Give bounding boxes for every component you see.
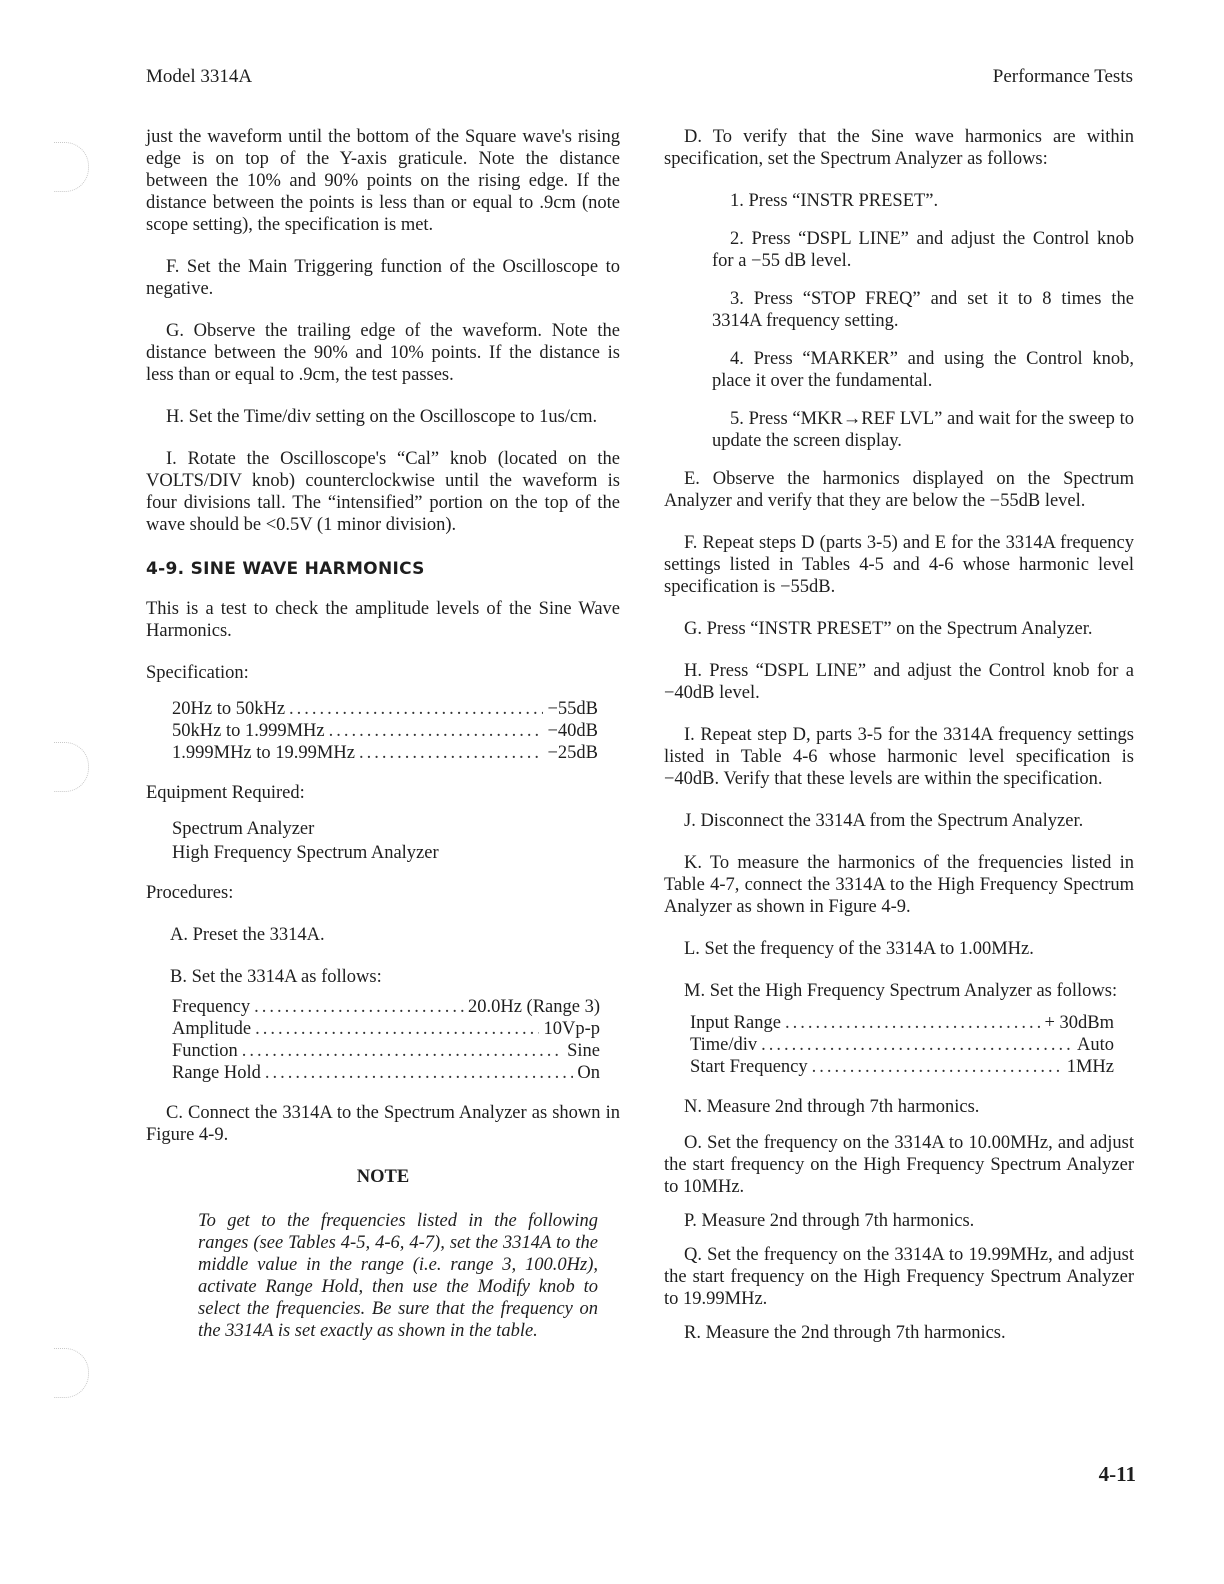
step-b: B. Set the 3314A as follows: — [170, 967, 382, 987]
step-g: G. Observe the trailing edge of the waveform. Note the distance between the 90% and 10% points. If the distance is less than or equal to .9cm, the test passes. — [146, 321, 620, 385]
spec-row: 20Hz to 50kHz ..... −55dB — [172, 698, 598, 720]
substep: 5. Press “MKR→REF LVL” and wait for the sweep to update the screen display. — [712, 409, 1134, 451]
step-a: A. Preset the 3314A. — [170, 925, 325, 945]
step-i: I. Rotate the Oscilloscope's “Cal” knob (located on the VOLTS/DIV knob) counterclockwise until the waveform is four divisions tall. The “intensified” portion on the top of the wave should be <0.5V (1 minor division). — [146, 449, 620, 535]
spec-row: 50kHz to 1.999MHz ..... −40dB — [172, 720, 598, 742]
spec-row: 1.999MHz to 19.99MHz ..... −25dB — [172, 742, 598, 764]
setting-row: Input Range ..... + 30dBm — [690, 1012, 1114, 1034]
equipment-label: Equipment Required: — [146, 783, 305, 803]
step-p: P. Measure 2nd through 7th harmonics. — [684, 1211, 975, 1231]
binder-hole-mark — [54, 142, 89, 192]
right-column — [664, 126, 1134, 1364]
step-j: J. Disconnect the 3314A from the Spectrum Analyzer. — [684, 811, 1084, 831]
substep: 1. Press “INSTR PRESET”. — [730, 191, 939, 211]
binder-hole-mark — [54, 1348, 89, 1398]
step-q: Q. Set the frequency on the 3314A to 19.99MHz, and adjust the start frequency on the High Frequency Spectrum Analyzer to 19.99MHz. — [664, 1245, 1134, 1309]
left-column — [146, 126, 620, 1342]
settings-list — [172, 996, 600, 1084]
substep: 3. Press “STOP FREQ” and set it to 8 times the 3314A frequency setting. — [712, 289, 1134, 331]
step-h: H. Press “DSPL LINE” and adjust the Control knob for a −40dB level. — [664, 661, 1134, 703]
setting-row: Time/div ..... Auto — [690, 1034, 1114, 1056]
spec-label: Specification: — [146, 663, 249, 683]
step-k: K. To measure the harmonics of the frequencies listed in Table 4-7, connect the 3314A to the High Frequency Spectrum Analyzer as shown in Figure 4-9. — [664, 853, 1134, 917]
binder-hole-mark — [54, 742, 89, 792]
step-l: L. Set the frequency of the 3314A to 1.00MHz. — [684, 939, 1034, 959]
page-number: 4-11 — [1098, 1462, 1136, 1486]
analyzer-settings-list — [690, 1012, 1114, 1078]
section-title: 4-9. SINE WAVE HARMONICS — [146, 559, 425, 579]
step-r: R. Measure the 2nd through 7th harmonics. — [684, 1323, 1006, 1343]
equipment-item: High Frequency Spectrum Analyzer — [172, 843, 439, 863]
procedures-label: Procedures: — [146, 883, 234, 903]
substep: 2. Press “DSPL LINE” and adjust the Control knob for a −55 dB level. — [712, 229, 1134, 271]
step-h: H. Set the Time/div setting on the Oscilloscope to 1us/cm. — [166, 407, 598, 427]
equipment-item: Spectrum Analyzer — [172, 819, 315, 839]
substep: 4. Press “MARKER” and using the Control knob, place it over the fundamental. — [712, 349, 1134, 391]
paragraph-continued: just the waveform until the bottom of the Square wave's rising edge is on top of the Y-axis graticule. Note the distance between the 10% and 90% points on the rising edge. If the distance between the points is less than or equal to .9cm (note scope setting), the specification is met. — [146, 127, 620, 235]
step-e: E. Observe the harmonics displayed on the Spectrum Analyzer and verify that they are below the −55dB level. — [664, 469, 1134, 511]
setting-row: Start Frequency ..... 1MHz — [690, 1056, 1114, 1078]
note-body: To get to the frequencies listed in the following ranges (see Tables 4-5, 4-6, 4-7), set the 3314A to the middle value in the range (i.e. range 3, 100.0Hz), activate Range Hold, then use the Modify knob to select the frequencies. Be sure that the frequency on the 3314A is set exactly as shown in the table. — [198, 1211, 598, 1341]
step-i: I. Repeat step D, parts 3-5 for the 3314A frequency settings listed in Table 4-6 whose harmonic level specification is −40dB. Verify that these levels are within the specification. — [664, 725, 1134, 789]
step-g: G. Press “INSTR PRESET” on the Spectrum Analyzer. — [684, 619, 1093, 639]
setting-row: Range Hold ..... On — [172, 1062, 600, 1084]
note-title: NOTE — [356, 1167, 410, 1187]
header-model: Model 3314A — [146, 66, 253, 87]
spec-list — [172, 698, 598, 764]
step-f: F. Set the Main Triggering function of the Oscilloscope to negative. — [146, 257, 620, 299]
step-o: O. Set the frequency on the 3314A to 10.00MHz, and adjust the start frequency on the High Frequency Spectrum Analyzer to 10MHz. — [664, 1133, 1134, 1197]
step-c: C. Connect the 3314A to the Spectrum Analyzer as shown in Figure 4-9. — [146, 1103, 620, 1145]
step-f: F. Repeat steps D (parts 3-5) and E for the 3314A frequency settings listed in Tables 4-5 and 4-6 whose harmonic level specification is −55dB. — [664, 533, 1134, 597]
equipment-list — [172, 818, 620, 864]
section-intro: This is a test to check the amplitude levels of the Sine Wave Harmonics. — [146, 599, 620, 641]
setting-row: Function ..... Sine — [172, 1040, 600, 1062]
setting-row: Frequency ..... 20.0Hz (Range 3) — [172, 996, 600, 1018]
setting-row: Amplitude ..... 10Vp-p — [172, 1018, 600, 1040]
step-n: N. Measure 2nd through 7th harmonics. — [684, 1097, 980, 1117]
step-m: M. Set the High Frequency Spectrum Analyzer as follows: — [684, 981, 1118, 1001]
header-section: Performance Tests — [992, 66, 1133, 87]
step-d: D. To verify that the Sine wave harmonics are within specification, set the Spectrum Analyzer as follows: — [664, 127, 1134, 169]
step-d-substeps — [712, 190, 1134, 452]
